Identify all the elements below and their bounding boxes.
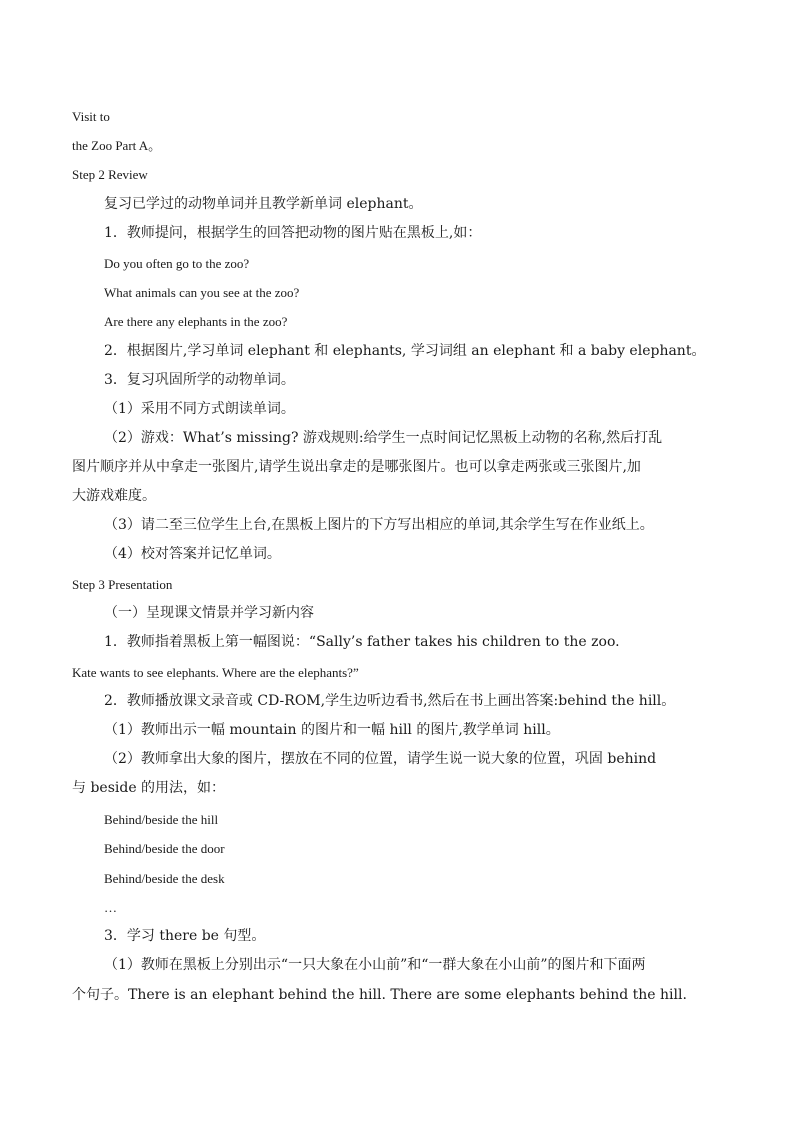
review-sub-1: （1）采用不同方式朗读单词。 (104, 401, 295, 417)
presentation-sub-2-line1: （2）教师拿出大象的图片，摆放在不同的位置，请学生说一说大象的位置，巩固 behind (104, 751, 657, 767)
example-behind-hill: Behind/beside the hill (104, 812, 219, 827)
review-item-2: 2．根据图片,学习单词 elephant 和 elephants, 学习词组 an elephant 和 a baby elephant。 (104, 343, 706, 359)
review-sub-2-line1: （2）游戏：What’s missing? 游戏规则:给学生一点时间记忆黑板上动物的名称,然后打乱 (104, 430, 663, 446)
example-behind-door: Behind/beside the door (104, 841, 225, 856)
presentation-sub-1: （1）教师出示一幅 mountain 的图片和一幅 hill 的图片,教学单词 hill。 (104, 722, 560, 738)
example-behind-desk: Behind/beside the desk (104, 871, 225, 886)
question-1: Do you often go to the zoo? (104, 256, 250, 271)
step-3-heading: Step 3 Presentation (72, 577, 173, 592)
presentation-section-1: （一）呈现课文情景并学习新内容 (104, 605, 314, 621)
review-intro: 复习已学过的动物单词并且教学新单词 elephant。 (104, 196, 423, 212)
presentation-sub-3-line1: （1）教师在黑板上分别出示“一只大象在小山前”和“一群大象在小山前”的图片和下面两 (104, 957, 646, 973)
presentation-item-2: 2．教师播放课文录音或 CD-ROM,学生边听边看书,然后在书上画出答案:behind the hill。 (104, 693, 676, 709)
question-2: What animals can you see at the zoo? (104, 285, 300, 300)
review-sub-2-line3: 大游戏难度。 (72, 488, 156, 504)
review-sub-4: （4）校对答案并记忆单词。 (104, 546, 281, 562)
presentation-item-1-line1: 1．教师指着黑板上第一幅图说：“Sally’s father takes his children to the zoo. (104, 634, 620, 650)
presentation-item-1-line2: Kate wants to see elephants. Where are the elephants?” (72, 665, 359, 680)
review-sub-3: （3）请二至三位学生上台,在黑板上图片的下方写出相应的单词,其余学生写在作业纸上。 (104, 517, 654, 533)
review-sub-2-line2: 图片顺序并从中拿走一张图片,请学生说出拿走的是哪张图片。也可以拿走两张或三张图片,加 (72, 459, 641, 475)
example-ellipsis: … (104, 900, 117, 915)
line-title-1: Visit to (72, 109, 110, 124)
presentation-sub-3-line2: 个句子。There is an elephant behind the hill. There are some elephants behind the hill. (72, 987, 687, 1003)
step-2-heading: Step 2 Review (72, 167, 148, 182)
line-title-2: the Zoo Part A。 (72, 138, 162, 153)
question-3: Are there any elephants in the zoo? (104, 314, 288, 329)
review-item-1: 1．教师提问，根据学生的回答把动物的图片贴在黑板上,如： (104, 225, 482, 241)
presentation-sub-2-line2: 与 beside 的用法，如： (72, 780, 226, 796)
presentation-item-3: 3．学习 there be 句型。 (104, 928, 266, 944)
review-item-3: 3．复习巩固所学的动物单词。 (104, 372, 295, 388)
